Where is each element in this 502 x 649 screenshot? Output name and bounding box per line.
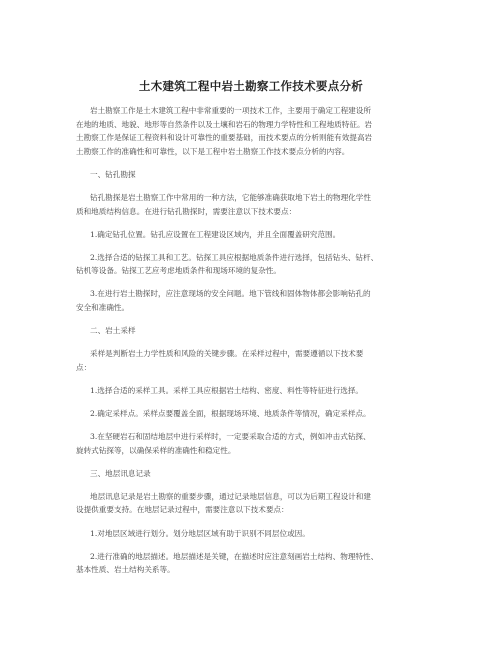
- paragraph: [76, 490, 434, 517]
- paragraph-line: 3.在坚硬岩石和固结地层中进行采样时，一定要采取合适的方式，例如冲击式钻探、: [90, 432, 371, 442]
- section-heading: 二、岩土采样: [90, 326, 136, 336]
- paragraph-line: 质和地质结构信息。在进行钻孔勘探时，需要注意以下技术要点：: [76, 206, 297, 216]
- paragraph: [76, 191, 434, 218]
- paragraph-line: 钻孔勘探是岩土勘察工作中常用的一种方法，它能够准确获取地下岩土的物理化学性: [90, 192, 371, 202]
- paragraph-line: 1.选择合适的采样工具。采样工具应根据岩土结构、密度、料性等特征进行选择。: [90, 385, 364, 395]
- paragraph: [76, 228, 434, 242]
- paragraph: [76, 287, 434, 314]
- paragraph-line: 旋转式钻探等，以确保采样的准确性和稳定性。: [76, 445, 236, 455]
- paragraph-line: 2.进行准确的地层描述。地层描述是关键，在描述时应注意刻画岩土结构、物理特性、: [90, 551, 379, 561]
- paragraph-line: 在地的地质、地貌、地形等自然条件以及土壤和岩石的物理力学特性和工程地质特征。岩: [76, 119, 373, 129]
- document-body: [76, 104, 434, 586]
- paragraph-line: 土勘察工作是保证工程资料和设计可靠性的重要基础，而技术要点的分析则能有效提高岩: [76, 133, 373, 143]
- paragraph-line: 1.对地层区域进行划分。划分地层区域有助于识别不同层位或因。: [90, 528, 310, 538]
- section-heading: 一、钻孔勘探: [90, 169, 136, 179]
- paragraph-line: 采样是判断岩土力学性质和风险的关键步骤。在采样过程中，需要遵循以下技术要: [90, 349, 364, 359]
- paragraph: [76, 407, 434, 421]
- paragraph-line: 安全和准确性。: [76, 303, 130, 313]
- paragraph-line: 岩土勘察工作是土木建筑工程中非常重要的一项技术工作，主要用于确定工程建设所: [90, 106, 371, 115]
- paragraph: [76, 104, 434, 158]
- paragraph: [76, 251, 434, 278]
- document-title: 土木建筑工程中岩土勘察工作技术要点分析: [138, 79, 364, 93]
- paragraph-line: 基本性质、岩土结构关系等。: [76, 565, 175, 575]
- paragraph-line: 2.选择合适的钻探工具和工艺。钻探工具应根据地质条件进行选择，包括钻头、钻杆、: [90, 252, 379, 262]
- paragraph-line: 点：: [76, 362, 92, 372]
- paragraph-line: 钻机等设备。钻探工艺应考虑地质条件和现场环境的复杂性。: [76, 266, 282, 276]
- paragraph-line: 2.确定采样点。采样点要覆盖全面，根据现场环境、地质条件等情况，确定采样点。: [90, 409, 371, 418]
- paragraph: [76, 550, 434, 577]
- paragraph: [76, 430, 434, 457]
- paragraph-line: 3.在进行岩土勘探时，应注意现场的安全问题。地下管线和固体物体都会影响钻孔的: [90, 289, 371, 299]
- paragraph: [76, 384, 434, 398]
- paragraph: [76, 527, 434, 541]
- paragraph-line: 地层讯息记录是岩土勘察的重要步骤，通过记录地层信息，可以为后期工程设计和建: [90, 491, 371, 501]
- paragraph-line: 土勘察工作的准确性和可靠性，以下是工程中岩土勘察工作技术要点分析的内容。: [76, 146, 350, 156]
- paragraph: [76, 347, 434, 374]
- paragraph-line: 设提供重要支持。在地层记录过程中，需要注意以下技术要点：: [76, 505, 289, 515]
- section-heading: 三、地层讯息记录: [90, 468, 151, 478]
- paragraph-line: 1.确定钻孔位置。钻孔应设置在工程建设区域内，并且全面覆盖研究范围。: [90, 229, 341, 239]
